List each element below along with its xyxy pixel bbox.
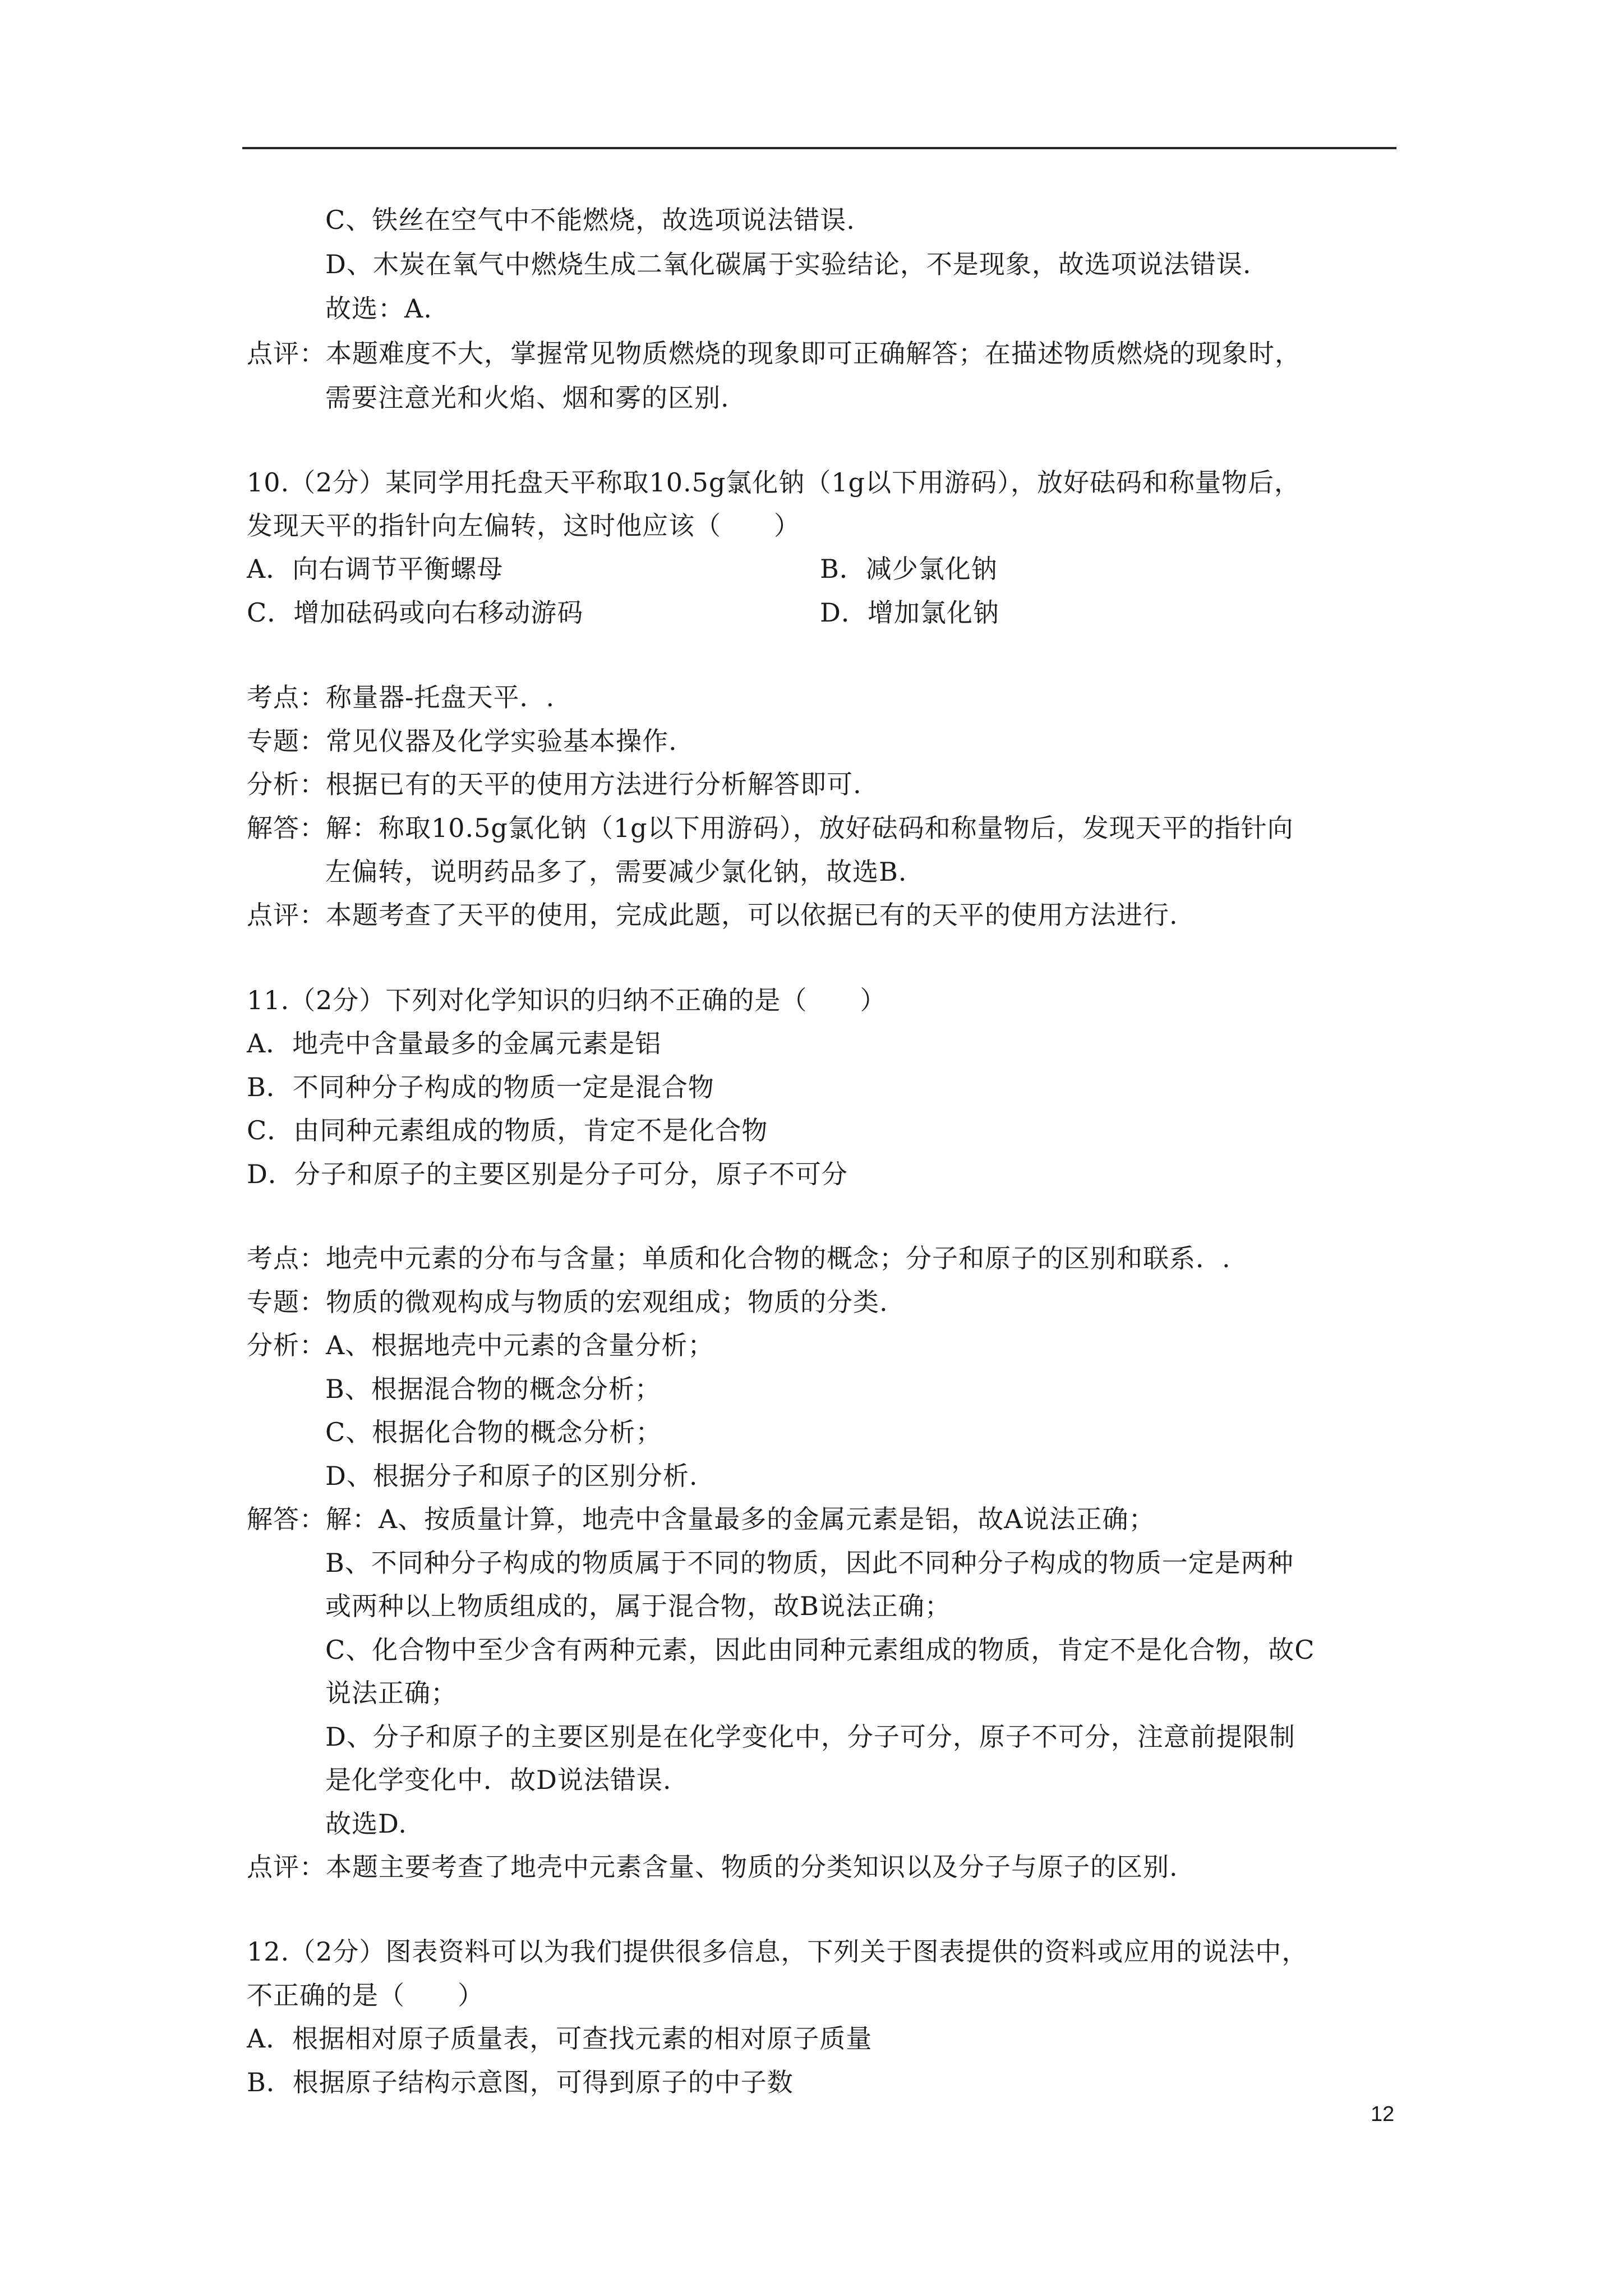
q11-fenxi: 分析：A、根据地壳中元素的含量分析； xyxy=(247,1330,714,1360)
q11-option-a: A．地壳中含量最多的金属元素是铝 xyxy=(247,1028,662,1059)
q11-stem: 11.（2分）下列对化学知识的归纳不正确的是（ ） xyxy=(247,985,887,1015)
q11-jieda-b-cont: 或两种以上物质组成的，属于混合物，故B说法正确； xyxy=(325,1591,951,1621)
q9-answer: 故选：A. xyxy=(325,293,432,324)
q11-fenxi-c: C、根据化合物的概念分析； xyxy=(325,1417,662,1447)
q10-option-d: D．增加氯化钠 xyxy=(820,597,999,628)
q10-zhuanti: 专题：常见仪器及化学实验基本操作. xyxy=(247,726,677,756)
q12-stem: 12.（2分）图表资料可以为我们提供很多信息，下列关于图表提供的资料或应用的说法中， xyxy=(247,1936,1308,1967)
q11-jieda-d: D、分子和原子的主要区别是在化学变化中，分子可分，原子不可分，注意前提限制 xyxy=(325,1722,1295,1752)
q9-comment-cont: 需要注意光和火焰、烟和雾的区别. xyxy=(325,383,730,413)
q9-option-d-explanation: D、木炭在氧气中燃烧生成二氧化碳属于实验结论，不是现象，故选项说法错误. xyxy=(325,249,1252,279)
q10-jieda-cont: 左偏转，说明药品多了，需要减少氯化钠，故选B. xyxy=(325,857,907,887)
page-number: 12 xyxy=(1371,2102,1395,2126)
q11-answer: 故选D. xyxy=(325,1809,407,1839)
q11-jieda-b: B、不同种分子构成的物质属于不同的物质，因此不同种分子构成的物质一定是两种 xyxy=(325,1548,1294,1578)
q12-option-a: A．根据相对原子质量表，可查找元素的相对原子质量 xyxy=(247,2023,873,2054)
q9-option-c-explanation: C、铁丝在空气中不能燃烧，故选项说法错误. xyxy=(325,205,855,235)
q11-option-c: C．由同种元素组成的物质，肯定不是化合物 xyxy=(247,1115,768,1145)
q10-option-c: C．增加砝码或向右移动游码 xyxy=(247,597,584,628)
q10-jieda: 解答：解：称取10.5g氯化钠（1g以下用游码），放好砝码和称量物后，发现天平的指针向 xyxy=(247,813,1294,843)
q11-fenxi-d: D、根据分子和原子的区别分析. xyxy=(325,1461,698,1491)
q11-option-b: B．不同种分子构成的物质一定是混合物 xyxy=(247,1072,714,1102)
q10-kaodian: 考点：称量器-托盘天平．. xyxy=(247,682,555,712)
q10-stem: 10.（2分）某同学用托盘天平称取10.5g氯化钠（1g以下用游码），放好砝码和称量物后， xyxy=(247,467,1301,498)
header-rule xyxy=(242,147,1396,149)
q11-kaodian: 考点：地壳中元素的分布与含量；单质和化合物的概念；分子和原子的区别和联系．. xyxy=(247,1243,1231,1273)
q11-dianping: 点评：本题主要考查了地壳中元素含量、物质的分类知识以及分子与原子的区别. xyxy=(247,1852,1178,1882)
q10-option-b: B．减少氯化钠 xyxy=(820,554,998,584)
q12-stem-cont: 不正确的是（ ） xyxy=(247,1980,484,2010)
q9-comment: 点评：本题难度不大，掌握常见物质燃烧的现象即可正确解答；在描述物质燃烧的现象时， xyxy=(247,338,1301,369)
q10-stem-cont: 发现天平的指针向左偏转，这时他应该（ ） xyxy=(247,510,800,541)
q11-jieda-c-cont: 说法正确； xyxy=(325,1678,457,1708)
q11-jieda-d-cont: 是化学变化中．故D说法错误. xyxy=(325,1765,672,1795)
q10-fenxi: 分析：根据已有的天平的使用方法进行分析解答即可. xyxy=(247,769,862,799)
q10-dianping: 点评：本题考查了天平的使用，完成此题，可以依据已有的天平的使用方法进行. xyxy=(247,900,1178,930)
q11-option-d: D．分子和原子的主要区别是分子可分，原子不可分 xyxy=(247,1159,848,1189)
q10-option-a: A．向右调节平衡螺母 xyxy=(247,554,504,584)
q11-zhuanti: 专题：物质的微观构成与物质的宏观组成；物质的分类. xyxy=(247,1287,888,1317)
q11-fenxi-b: B、根据混合物的概念分析； xyxy=(325,1374,661,1404)
q12-option-b: B．根据原子结构示意图，可得到原子的中子数 xyxy=(247,2067,794,2097)
q11-jieda: 解答：解：A、按质量计算，地壳中含量最多的金属元素是铝，故A说法正确； xyxy=(247,1504,1155,1534)
q11-jieda-c: C、化合物中至少含有两种元素，因此由同种元素组成的物质，肯定不是化合物，故C xyxy=(325,1635,1315,1665)
